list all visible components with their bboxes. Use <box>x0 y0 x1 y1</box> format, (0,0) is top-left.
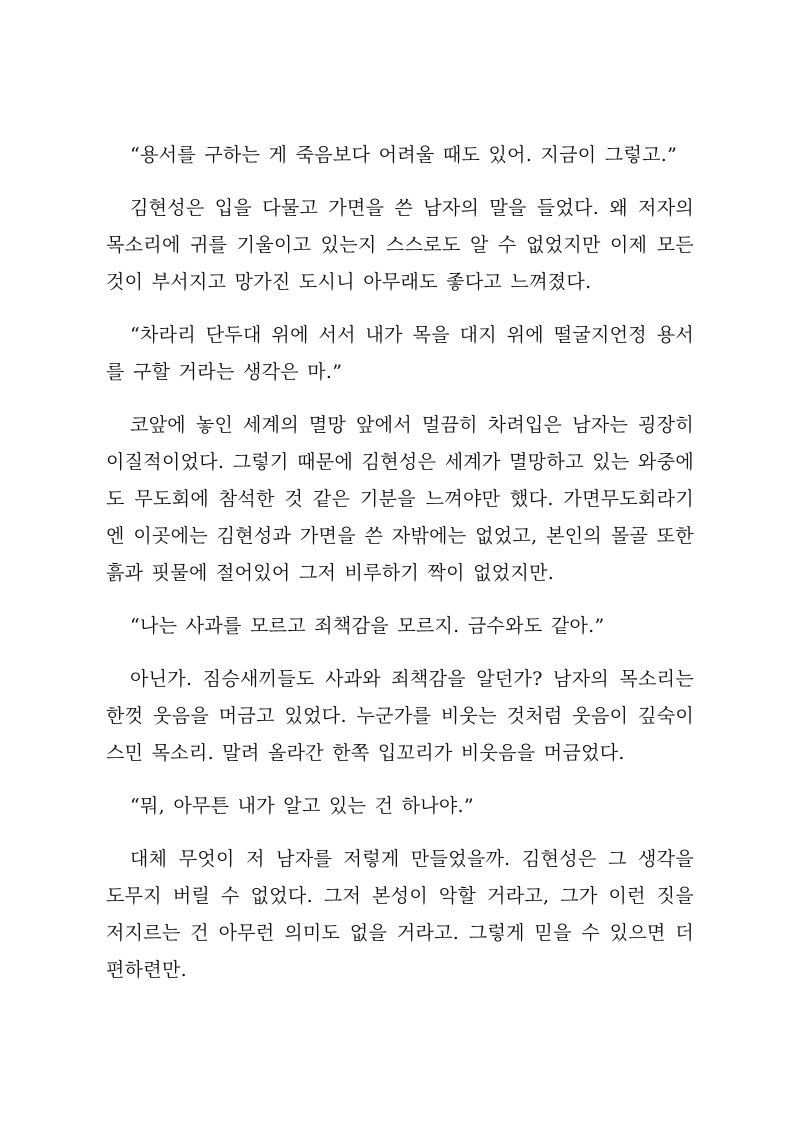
paragraph: 코앞에 놓인 세계의 멸망 앞에서 멀끔히 차려입은 남자는 굉장히 이질적이었다. 그렇기 때문에 김현성은 세계가 멸망하고 있는 와중에도 무도회에 참석한 것 같은 기분을 느껴야만 했다. 가면무도회라기엔 이곳에는 김현성과 가면을 쓴 자밖에는 없었고, 본인의 몰골 또한 흙과 핏물에 절어있어 그저 비루하기 짝이 없었지만. <box>106 414 694 584</box>
paragraph: “용서를 구하는 게 죽음보다 어려울 때도 있어. 지금이 그렇고.” <box>130 144 678 166</box>
paragraph: “나는 사과를 모르고 죄책감을 모르지. 금수와도 같아.” <box>130 615 605 637</box>
paragraph: 김현성은 입을 다물고 가면을 쓴 남자의 말을 들었다. 왜 저자의 목소리에 귀를 기울이고 있는지 스스로도 알 수 없었지만 이제 모든 것이 부서지고 망가진 도시니 아무래도 좋다고 느껴졌다. <box>106 197 694 293</box>
paragraph: 대체 무엇이 저 남자를 저렇게 만들었을까. 김현성은 그 생각을 도무지 버릴 수 없었다. 그저 본성이 악할 거라고, 그가 이런 짓을 저지르는 건 아무런 의미도 없을 거라고. 그렇게 믿을 수 있으면 더 편하련만. <box>106 848 694 981</box>
document-body <box>106 137 694 1005</box>
paragraph: 아닌가. 짐승새끼들도 사과와 죄책감을 알던가? 남자의 목소리는 한껏 웃음을 머금고 있었다. 누군가를 비웃는 것처럼 웃음이 깊숙이 스민 목소리. 말려 올라간 한쪽 입꼬리가 비웃음을 머금었다. <box>106 668 694 764</box>
paragraph: “뭐, 아무튼 내가 알고 있는 건 하나야.” <box>130 795 474 817</box>
paragraph: “차라리 단두대 위에 서서 내가 목을 대지 위에 떨굴지언정 용서를 구할 거라는 생각은 마.” <box>106 324 694 383</box>
